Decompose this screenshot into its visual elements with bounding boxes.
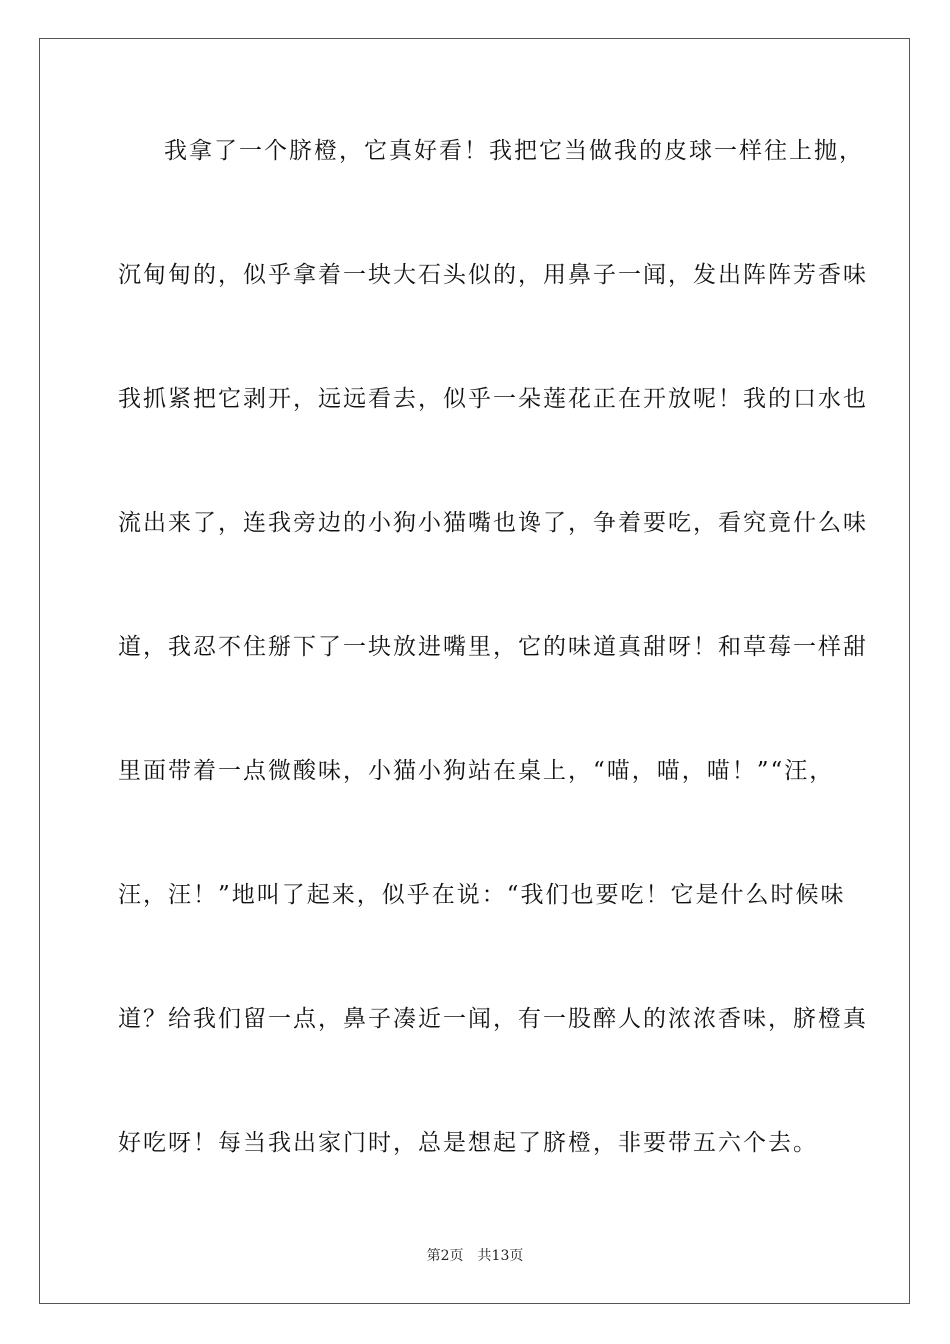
- paragraph-line-8: 道？给我们留一点，鼻子凑近一闻，有一股醉人的浓浓香味，脐橙真: [118, 1006, 868, 1032]
- page-footer: [0, 1246, 950, 1266]
- page-number: 第2页: [426, 1248, 464, 1264]
- paragraph-line-4: 流出来了，连我旁边的小狗小猫嘴也谗了，争着要吃，看究竟什么味: [118, 510, 868, 536]
- paragraph-line-7: 汪，汪！”地叫了起来，似乎在说：“我们也要吃！它是什么时候味: [118, 882, 846, 908]
- total-pages: 共13页: [477, 1248, 524, 1264]
- paragraph-line-9: 好吃呀！每当我出家门时，总是想起了脐橙，非要带五六个去。: [118, 1130, 818, 1156]
- paragraph-line-3: 我抓紧把它剥开，远远看去，似乎一朵莲花正在开放呢！我的口水也: [118, 386, 868, 412]
- paragraph-line-6: 里面带着一点微酸味，小猫小狗站在桌上，“喵，喵，喵！”“汪，: [118, 758, 835, 784]
- page-border: [39, 38, 910, 1304]
- paragraph-line-2: 沉甸甸的，似乎拿着一块大石头似的，用鼻子一闻，发出阵阵芳香味: [118, 262, 868, 288]
- paragraph-line-1: 我拿了一个脐橙，它真好看！我把它当做我的皮球一样往上抛，: [164, 138, 864, 164]
- paragraph-line-5: 道，我忍不住掰下了一块放进嘴里，它的味道真甜呀！和草莓一样甜: [118, 634, 868, 660]
